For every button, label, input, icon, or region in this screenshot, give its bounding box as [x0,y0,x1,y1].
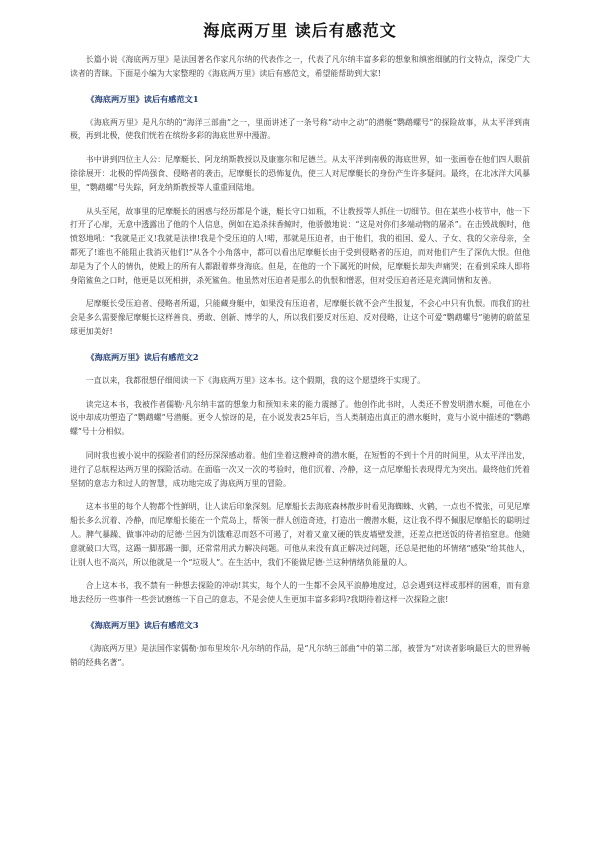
section-1-paragraph: 尼摩艇长受压迫者、侵略者所逼，只能藏身艇中，如果没有压迫者，尼摩艇长就不会产生报复，不会心中只有仇恨。而我们的社会是多么需要像尼摩艇长这样善良、勇敢、创新、博学的人，所以我们要反对压迫、反对侵略，让这个可爱“鹦鹉螺号”驰骋的蔚蓝星球更加美好! [70,299,530,336]
section-2-paragraph: 同时我也被小说中的探险者们的经历深深感动着。他们坐着这艘神奇的潜水艇，在短暂的不到十个月的时间里，从太平洋出发，进行了总航程达两万里的探险活动。在面临一次又一次的考验时，他们沉着、冷静，这一点尼摩船长表现得尤为突出。最终他们凭着坚韧的意志力和过人的智慧，成功地完成了海底两万里的冒险。 [70,450,530,488]
section-heading-3: 《海底两万里》读后有感范文3 [86,619,199,630]
section-2-paragraph: 合上这本书，我不禁有一种想去探险的冲动!其实，每个人的一生都不会风平浪静地度过，总会遇到这样或那样的困难，而有意地去经历一些事件一些尝试磨练一下自己的意志，不是会使人生更加丰富多彩吗?我期待着这样一次探险之旅! [70,581,530,605]
section-2-paragraph: 这本书里的每个人物都个性鲜明，让人读后印象深刻。尼摩船长去海底森林散步时看见海蜘蛛、火鹤，一点也不慌张，可见尼摩船长多么沉着、冷静，而尼摩船长能在一个荒岛上，帮领一群人创造奇迹，打造出一艘潜水艇，这让我不得不佩服尼摩船长的聪明过人。脾气暴躁、做事冲动的尼德·兰因为饥饿难忍而怒不可遏了，对着又童又硬的铁皮墙壁发泄，还差点把送饭的侍者掐窒息。他随意就破口大骂，这踢一脚那踢一脚，还常常用武力解决问题。可他从来没有真正解决过问题，还总是把他的坏情绪“感染”给其他人，让别人也不高兴，所以他就是一个“垃圾人”。在生活中，我们不能做尼德·兰这种情绪负能量的人。 [70,502,530,567]
section-2-paragraph: 一直以来，我都很想仔细阅读一下《海底两万里》这本书。这个假期，我的这个愿望终于实现了。 [85,375,426,385]
section-3-paragraph: 《海底两万里》是法国作家儒勒·加布里埃尔·凡尔纳的作品，是“凡尔纳三部曲”中的第二部，被誉为“对读者影响最巨大的世界畅销的经典名著”。 [70,643,530,667]
intro-paragraph: 长篇小说《海底两万里》是法国著名作家凡尔纳的代表作之一，代表了凡尔纳丰富多彩的想象和缜密细腻的行文特点，深受广大读者的青睐。下面是小编为大家整理的《海底两万里》读后有感范文，希望能帮助到大家! [70,55,530,78]
section-heading-1: 《海底两万里》读后有感范文1 [86,93,199,104]
section-2-paragraph: 读完这本书，我被作者儒勒·凡尔纳丰富的想象力和预知未来的能力震撼了。他创作此书时，人类还不曾发明潜水艇，可他在小说中却成功塑造了“鹦鹉螺”号潜艇。更令人惊讶的是，在小说发表25年后，当人类制造出真正的潜水艇时，竟与小说中描述的“鹦鹉螺”号十分相似。 [70,399,530,437]
page-title: 海底两万里 读后有感范文 [203,21,397,40]
section-heading-2: 《海底两万里》读后有感范文2 [86,351,199,362]
section-1-paragraph: 从头至尾，故事里的尼摩艇长的困惑与经历都是个谜，艇长守口如瓶，不让教授等人抓住一切细节。但在某些小枝节中，他一下打开了心扉，无意中透露出了他的个人信息，例如在追杀抹香鲸时，他骄傲地说：“这是对你们多端动物的屠杀”。在击毁战舰时，他愤怒地吼：“我就是正义!我就是法律!我是个受压迫的人!喏，那就是压迫者，由于他们，我的祖国、爱人、子女、我的父亲母亲，全都死了!谁也不能阻止我消灭他们!”从各个小角落中，都可以看出尼摩艇长由于受到侵略者的压迫，而对他们产生了深仇大恨。但他却是为了个人的情仇，使殿上的所有人都跟着葬身海底。但是，在他的一个下属死的时候，尼摩艇长却失声痛哭；在看到采珠人即将身陷鲨鱼之口时，他更是以死相拼，杀死鲨鱼。他虽然对压迫者是那么的仇恨和憎恶，但对受压迫者还是充满同情和友善。 [70,206,530,285]
section-1-paragraph: 书中讲到四位主人公：尼摩艇长、阿龙纳斯教授以及康塞尔和尼德兰。从太平洋到南极的海底世界，如一张画卷在他们四人眼前徐徐展开：北极的悍尚强食、侵略者的袭击，尼摩艇长的恐怖复仇，使三人对尼摩艇长的身份产生许多疑问。最终，在北冰洋大风暴里，“鹦鹉螺”号失踪，阿龙纳斯教授等人重重回陆地。 [70,155,530,192]
section-1-paragraph: 《海底两万里》是凡尔纳的“海洋三部曲”之一，里面讲述了一条号称“动中之动”的潜艇“鹦鹉螺号”的探险故事，从太平洋到南极，再到北极，使我们恍若在缤纷多彩的海底世界中漫游。 [70,117,530,141]
